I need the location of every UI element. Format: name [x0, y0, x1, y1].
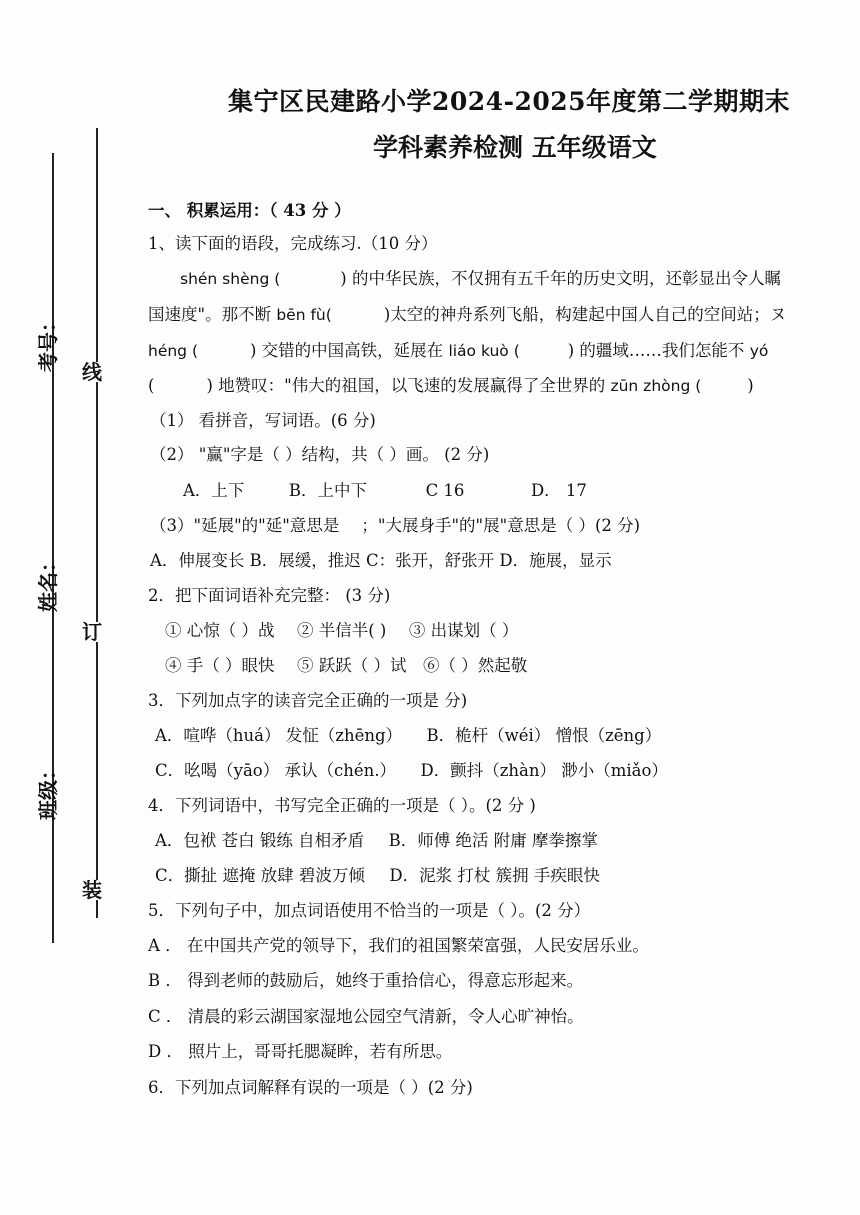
q1-sub2: （2） "赢"字是（ ）结构，共（ ）画。 (2 分): [150, 445, 490, 464]
q2-row1: [165, 620, 518, 641]
passage-text: )太空的神舟系列飞船，构建起中国人自己的空间站；: [383, 305, 770, 324]
option-b: B．上中下: [288, 481, 368, 500]
passage-text: ) 地赞叹："伟大的祖国，以飞速的发展赢得了全世界的: [206, 376, 611, 395]
exam-title: 集宁区民建路小学2024-2025年度第二学期期末: [228, 87, 791, 116]
exam-number-label: 考号：: [36, 312, 60, 372]
q1-passage-line2: [148, 304, 786, 325]
q5-stem: 5．下列句子中，加点词语使用不恰当的一项是（ ）。(2 分）: [148, 901, 591, 920]
option-c: C 16: [425, 481, 465, 500]
name-label: 姓名：: [36, 552, 60, 612]
q1-sub3-options: A．伸展变长 B．展缓，推迟 C：张开，舒张开 D．施展，显示: [150, 551, 612, 570]
q3-stem: 3．下列加点字的读音完全正确的一项是 分): [148, 691, 468, 710]
pinyin: liáo kuò (: [448, 342, 520, 360]
q5-option-d: D ． 照片上，哥哥托腮凝眸，若有所思。: [148, 1042, 453, 1061]
passage-text: ) 的疆域……我们怎能不: [567, 341, 750, 360]
q4-row1: [155, 830, 598, 851]
q1-sub3: [150, 515, 640, 536]
option-b: B．师傅 绝活 附庸 摩拳擦掌: [388, 831, 599, 850]
sub3-part-a: （3）"延展"的"延"意思是: [150, 516, 340, 535]
seal-hold-char: 装: [82, 878, 102, 902]
q4-stem: 4．下列词语中，书写完全正确的一项是（ ）。(2 分 ): [148, 796, 536, 815]
q1-passage-line1: [180, 268, 781, 289]
q1-sub1: （1） 看拼音，写词语。(6 分): [150, 411, 376, 430]
exam-subtitle: 学科素养检测 五年级语文: [373, 133, 657, 162]
pinyin: héng (: [148, 342, 198, 360]
idiom-3: ③ 出谋划（ ）: [408, 621, 519, 640]
pinyin: bēn fù(: [276, 306, 332, 324]
class-label: 班级：: [36, 760, 60, 820]
option-a: A．喧哗（huá） 发怔（zhēng）: [155, 726, 403, 745]
seal-line-char: 线: [82, 360, 102, 384]
option-b: B．桅杆（wéi） 憎恨（zēng）: [426, 726, 662, 745]
sub3-part-b: ；"大展身手"的"展"意思是（ ）(2 分): [361, 516, 641, 535]
passage-text: ) 交错的中国高铁，延展在: [250, 341, 449, 360]
q5-option-c: C ． 清晨的彩云湖国家湿地公园空气清新，令人心旷神怡。: [148, 1007, 584, 1026]
idiom-5: ⑤ 跃跃（ ）试: [297, 656, 407, 675]
q4-row2: [155, 865, 600, 886]
q3-row1: [155, 725, 661, 746]
option-c: C．吆喝（yāo） 承认（chén.）: [155, 761, 396, 780]
idiom-1: ① 心惊（ ）战: [165, 621, 275, 640]
q1-stem: 1、读下面的语段，完成练习.（10 分）: [148, 234, 438, 253]
idiom-6: ⑥（ ）然起敬: [423, 656, 528, 675]
pinyin: shén shèng (: [180, 270, 281, 288]
option-d: D．泥浆 打杖 簇拥 手疾眼快: [389, 866, 600, 885]
q1-passage-line3: [148, 340, 768, 361]
option-a: A．上下: [183, 481, 245, 500]
option-d: D．颤抖（zhàn） 渺小（miǎo）: [420, 761, 668, 780]
section-heading: 一、 积累运用：（ 43 分 ）: [148, 201, 351, 220]
idiom-2: ② 半信半( ): [297, 621, 387, 640]
option-c: C．撕扯 遮掩 放肆 碧波万倾: [155, 866, 365, 885]
q3-row2: [155, 760, 668, 781]
pinyin: yó: [749, 342, 769, 360]
q1-sub2-options: [183, 480, 587, 501]
option-d: D． 17: [530, 481, 587, 500]
q5-option-a: A ． 在中国共产党的领导下，我们的祖国繁荣富强，人民安居乐业。: [148, 936, 649, 955]
seal-bind-char: 订: [82, 620, 102, 644]
passage-text: ヌ: [769, 305, 787, 324]
q2-stem: 2．把下面词语补充完整： (3 分): [148, 586, 391, 605]
option-a: A．包袱 苍白 锻练 自相矛盾: [155, 831, 365, 850]
q5-option-b: B ． 得到老师的鼓励后，她终于重拾信心，得意忘形起来。: [148, 971, 584, 990]
passage-text: 国速度"。那不断: [148, 305, 277, 324]
binding-line-right: [96, 128, 98, 918]
passage-text: ): [747, 376, 754, 395]
q1-passage-line4: [148, 375, 754, 396]
pinyin: zūn zhòng (: [610, 377, 702, 395]
q6-stem: 6．下列加点词解释有误的一项是（ ）(2 分): [148, 1078, 473, 1097]
idiom-4: ④ 手（ ）眼快: [165, 656, 275, 675]
binding-line-left: [52, 153, 54, 943]
passage-text: ) 的中华民族，不仅拥有五千年的历史文明，还彰显出令人瞩: [340, 269, 781, 288]
passage-text: (: [148, 376, 155, 395]
q2-row2: [165, 655, 527, 676]
